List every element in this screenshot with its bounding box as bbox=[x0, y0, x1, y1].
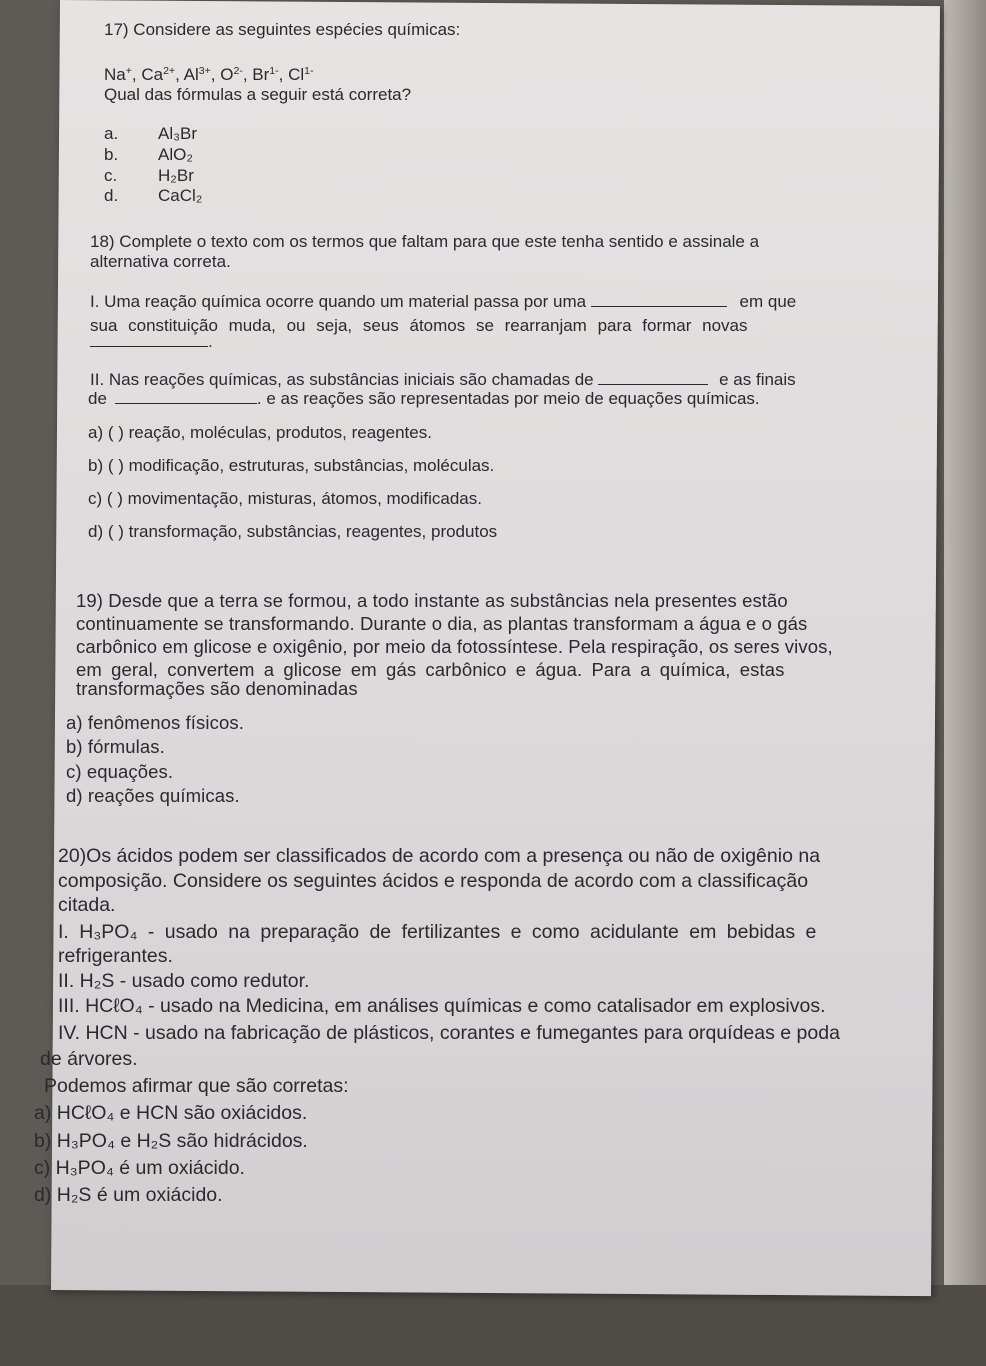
fill-blank-4[interactable] bbox=[115, 389, 257, 404]
q19-line3: carbônico em glicose e oxigênio, por meio da fotossíntese. Pela respiração, os seres vivos, bbox=[76, 636, 833, 657]
ion-o bbox=[220, 65, 243, 84]
q18-option-b[interactable]: b) ( ) modificação, estruturas, substâncias, moléculas. bbox=[88, 456, 495, 475]
q18-title-line1: 18) Complete o texto com os termos que faltam para que este tenha sentido e assinale a bbox=[90, 232, 760, 251]
ion-al bbox=[184, 65, 211, 84]
ion-charge: 2+ bbox=[163, 65, 176, 77]
q17-ions bbox=[104, 65, 314, 85]
q20-option-a[interactable]: a) HCℓO₄ e HCN são oxiácidos. bbox=[34, 1102, 308, 1124]
q18-p2-text-d: . e as reações são representadas por meio de equações químicas. bbox=[256, 389, 760, 408]
q17-option-d[interactable] bbox=[104, 186, 202, 206]
q18-p1-line2: sua constituição muda, ou seja, seus átomos se rearranjam para formar novas bbox=[90, 316, 748, 335]
option-formula: Al₃Br bbox=[158, 124, 198, 143]
fill-blank-2[interactable] bbox=[90, 332, 208, 347]
ion-br bbox=[252, 65, 278, 84]
q19-line1: 19) Desde que a terra se formou, a todo instante as substâncias nela presentes estão bbox=[76, 590, 788, 611]
ion-symbol: Ca bbox=[141, 65, 164, 84]
ion-symbol: Na bbox=[104, 65, 126, 84]
q19-line4: em geral, convertem a glicose em gás carbônico e água. Para a química, estas bbox=[76, 659, 785, 680]
q18-p1-line3 bbox=[90, 332, 213, 352]
q20-acid-2: II. H₂S - usado como redutor. bbox=[58, 970, 310, 992]
ion-ca bbox=[141, 65, 175, 84]
background-edge bbox=[944, 0, 986, 1366]
ion-na bbox=[104, 65, 132, 84]
q18-p2-line2 bbox=[88, 389, 760, 409]
ion-charge: 1- bbox=[304, 65, 314, 77]
q20-acid-3: III. HCℓO₄ - usado na Medicina, em análises químicas e como catalisador em explosivos. bbox=[58, 995, 826, 1017]
q20-option-d[interactable]: d) H₂S é um oxiácido. bbox=[34, 1184, 223, 1206]
option-letter: c. bbox=[104, 166, 118, 185]
q19-option-d[interactable]: d) reações químicas. bbox=[66, 785, 240, 806]
q18-p2-text-a: II. Nas reações químicas, as substâncias iniciais são chamadas de bbox=[90, 370, 594, 389]
q18-p1-line1 bbox=[90, 292, 796, 312]
ion-charge: + bbox=[125, 65, 132, 77]
ion-symbol: Br bbox=[252, 65, 270, 84]
q19-option-c[interactable]: c) equações. bbox=[66, 761, 174, 782]
ion-charge: 2- bbox=[233, 65, 243, 77]
ion-charge: 1- bbox=[269, 65, 279, 77]
option-formula: AlO₂ bbox=[158, 145, 193, 164]
ion-separator: , bbox=[242, 65, 253, 84]
q20-line1: 20)Os ácidos podem ser classificados de acordo com a presença ou não de oxigênio na bbox=[58, 845, 821, 867]
q18-p1-text-a: I. Uma reação química ocorre quando um material passa por uma bbox=[90, 292, 587, 311]
q18-p2-line1 bbox=[90, 370, 796, 390]
q17-title: 17) Considere as seguintes espécies químicas: bbox=[104, 20, 461, 39]
q19-line5: transformações são denominadas bbox=[76, 678, 358, 699]
q20-line2: composição. Considere os seguintes ácidos e responda de acordo com a classificação bbox=[58, 870, 809, 892]
q20-acid-1-cont: refrigerantes. bbox=[58, 945, 173, 967]
ion-symbol: Cl bbox=[288, 65, 305, 84]
q20-question: Podemos afirmar que são corretas: bbox=[44, 1075, 349, 1097]
q19-option-b[interactable]: b) fórmulas. bbox=[66, 736, 165, 757]
ion-charge: 3+ bbox=[198, 65, 211, 77]
q19-line2: continuamente se transformando. Durante o dia, as plantas transformam a água e o gás bbox=[76, 613, 808, 634]
q17-option-b[interactable] bbox=[104, 145, 193, 165]
q20-option-b[interactable]: b) H₃PO₄ e H₂S são hidrácidos. bbox=[34, 1130, 308, 1152]
q20-option-c[interactable]: c) H₃PO₄ é um oxiácido. bbox=[34, 1157, 245, 1179]
option-letter: d. bbox=[104, 186, 119, 205]
ion-separator: , bbox=[278, 65, 289, 84]
q18-option-c[interactable]: c) ( ) movimentação, misturas, átomos, modificadas. bbox=[88, 489, 482, 508]
q20-acid-4-cont: de árvores. bbox=[40, 1048, 138, 1070]
q18-p1-text-b: em que bbox=[739, 292, 797, 311]
q17-option-a[interactable] bbox=[104, 124, 197, 144]
ion-separator: , bbox=[175, 65, 184, 84]
q18-option-a[interactable]: a) ( ) reação, moléculas, produtos, reagentes. bbox=[88, 423, 432, 442]
q17-question: Qual das fórmulas a seguir está correta? bbox=[104, 85, 412, 104]
q19-option-a[interactable]: a) fenômenos físicos. bbox=[66, 712, 244, 733]
q18-p1-period: . bbox=[208, 332, 213, 351]
ion-separator: , bbox=[131, 65, 142, 84]
table-surface bbox=[0, 1285, 986, 1366]
q20-acid-1: I. H₃PO₄ - usado na preparação de fertilizantes e como acidulante em bebidas e bbox=[58, 921, 817, 943]
fill-blank-1[interactable] bbox=[591, 292, 727, 307]
option-formula: H₂Br bbox=[158, 166, 194, 185]
q20-acid-4: IV. HCN - usado na fabricação de plásticos, corantes e fumegantes para orquídeas e poda bbox=[58, 1022, 840, 1044]
q18-option-d[interactable]: d) ( ) transformação, substâncias, reagentes, produtos bbox=[88, 522, 498, 541]
option-letter: b. bbox=[104, 145, 119, 164]
q20-line3: citada. bbox=[58, 894, 116, 916]
q17-option-c[interactable] bbox=[104, 166, 194, 186]
q18-p2-text-c: de bbox=[88, 389, 107, 408]
ion-symbol: Al bbox=[183, 65, 199, 84]
option-formula: CaCl₂ bbox=[158, 186, 203, 205]
ion-separator: , bbox=[210, 65, 221, 84]
fill-blank-3[interactable] bbox=[598, 370, 708, 385]
ion-cl bbox=[288, 65, 313, 84]
q18-p2-text-b: e as finais bbox=[719, 370, 796, 389]
option-letter: a. bbox=[104, 124, 119, 143]
q18-title-line2: alternativa correta. bbox=[90, 252, 231, 271]
ion-symbol: O bbox=[220, 65, 234, 84]
